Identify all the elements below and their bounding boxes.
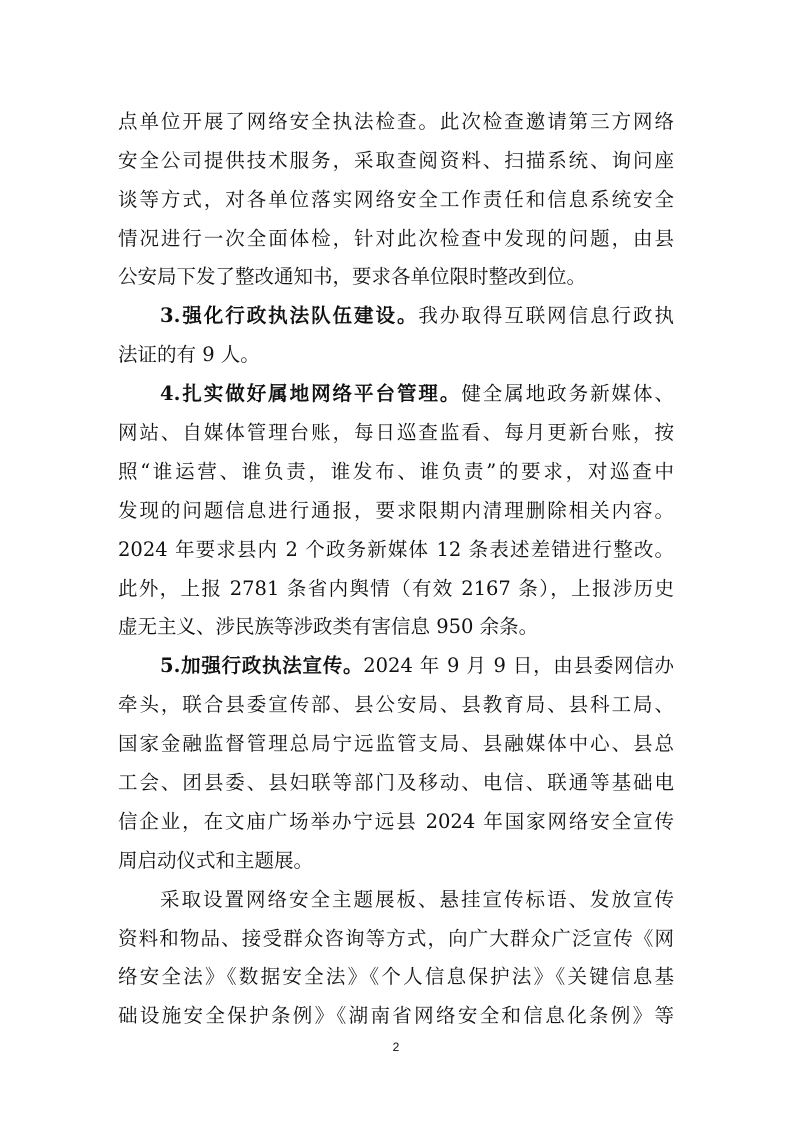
paragraph-5-line-3: 络安全法》《数据安全法》《个人信息保护法》《关键信息基 [118,965,674,988]
paragraph-3-line-3: 照“谁运营、谁负责，谁发布、谁负责”的要求，对巡查中 [118,460,674,483]
page-number: 2 [392,1040,400,1054]
paragraph-4-line-5: 信企业，在文庙广场举办宁远县 2024 年国家网络安全宣传 [118,810,674,833]
paragraph-1-line-4: 情况进行一次全面体检，针对此次检查中发现的问题，由县 [118,227,674,250]
section-5-heading: 5.加强行政执法宣传。 [160,654,364,677]
paragraph-2-line-2: 法证的有 9 人。 [118,343,260,366]
paragraph-1-line-3: 谈等方式，对各单位落实网络安全工作责任和信息系统安全 [118,188,674,211]
paragraph-3-line-2: 网站、自媒体管理台账，每日巡查监看、每月更新台账，按 [118,421,674,444]
paragraph-3-line-1 [160,375,674,413]
paragraph-3-line-5: 2024 年要求县内 2 个政务新媒体 12 条表述差错进行整改。 [118,538,674,561]
paragraph-4-line-6: 周启动仪式和主题展。 [118,849,314,872]
paragraph-4-line-4: 工会、团县委、县妇联等部门及移动、电信、联通等基础电 [118,771,674,794]
paragraph-4-line-3: 国家金融监督管理总局宁远监管支局、县融媒体中心、县总 [118,732,674,755]
paragraph-3-line-6: 此外，上报 2781 条省内舆情（有效 2167 条），上报涉历史 [118,577,674,600]
section-4-heading: 4.扎实做好属地网络平台管理。 [160,382,462,405]
paragraph-1-line-5: 公安局下发了整改通知书，要求各单位限时整改到位。 [118,265,587,288]
paragraph-4-line-1 [160,647,674,685]
paragraph-5-line-1: 采取设置网络安全主题展板、悬挂宣传标语、发放宣传 [160,888,674,911]
paragraph-2-line-1 [160,297,674,335]
paragraph-1-line-2: 安全公司提供技术服务，采取查阅资料、扫描系统、询问座 [118,149,674,172]
paragraph-3-line-4: 发现的问题信息进行通报，要求限期内清理删除相关内容。 [118,499,674,522]
section-3-heading: 3.强化行政执法队伍建设。 [160,304,419,327]
paragraph-4-line-2: 牵头，联合县委宣传部、县公安局、县教育局、县科工局、 [118,693,674,716]
paragraph-5-line-4: 础设施安全保护条例》《湖南省网络安全和信息化条例》等 [118,1004,674,1027]
paragraph-5-line-2: 资料和物品、接受群众咨询等方式，向广大群众广泛宣传《网 [118,927,674,950]
paragraph-2-line-1-text: 我办取得互联网信息行政执 [418,304,674,327]
paragraph-3-line-7: 虚无主义、涉民族等涉政类有害信息 950 余条。 [118,615,539,638]
paragraph-4-line-1-text: 2024 年 9 月 9 日，由县委网信办 [363,654,674,677]
paragraph-3-line-1-text: 健全属地政务新媒体、 [461,382,674,405]
paragraph-1-line-1: 点单位开展了网络安全执法检查。此次检查邀请第三方网络 [118,110,674,133]
